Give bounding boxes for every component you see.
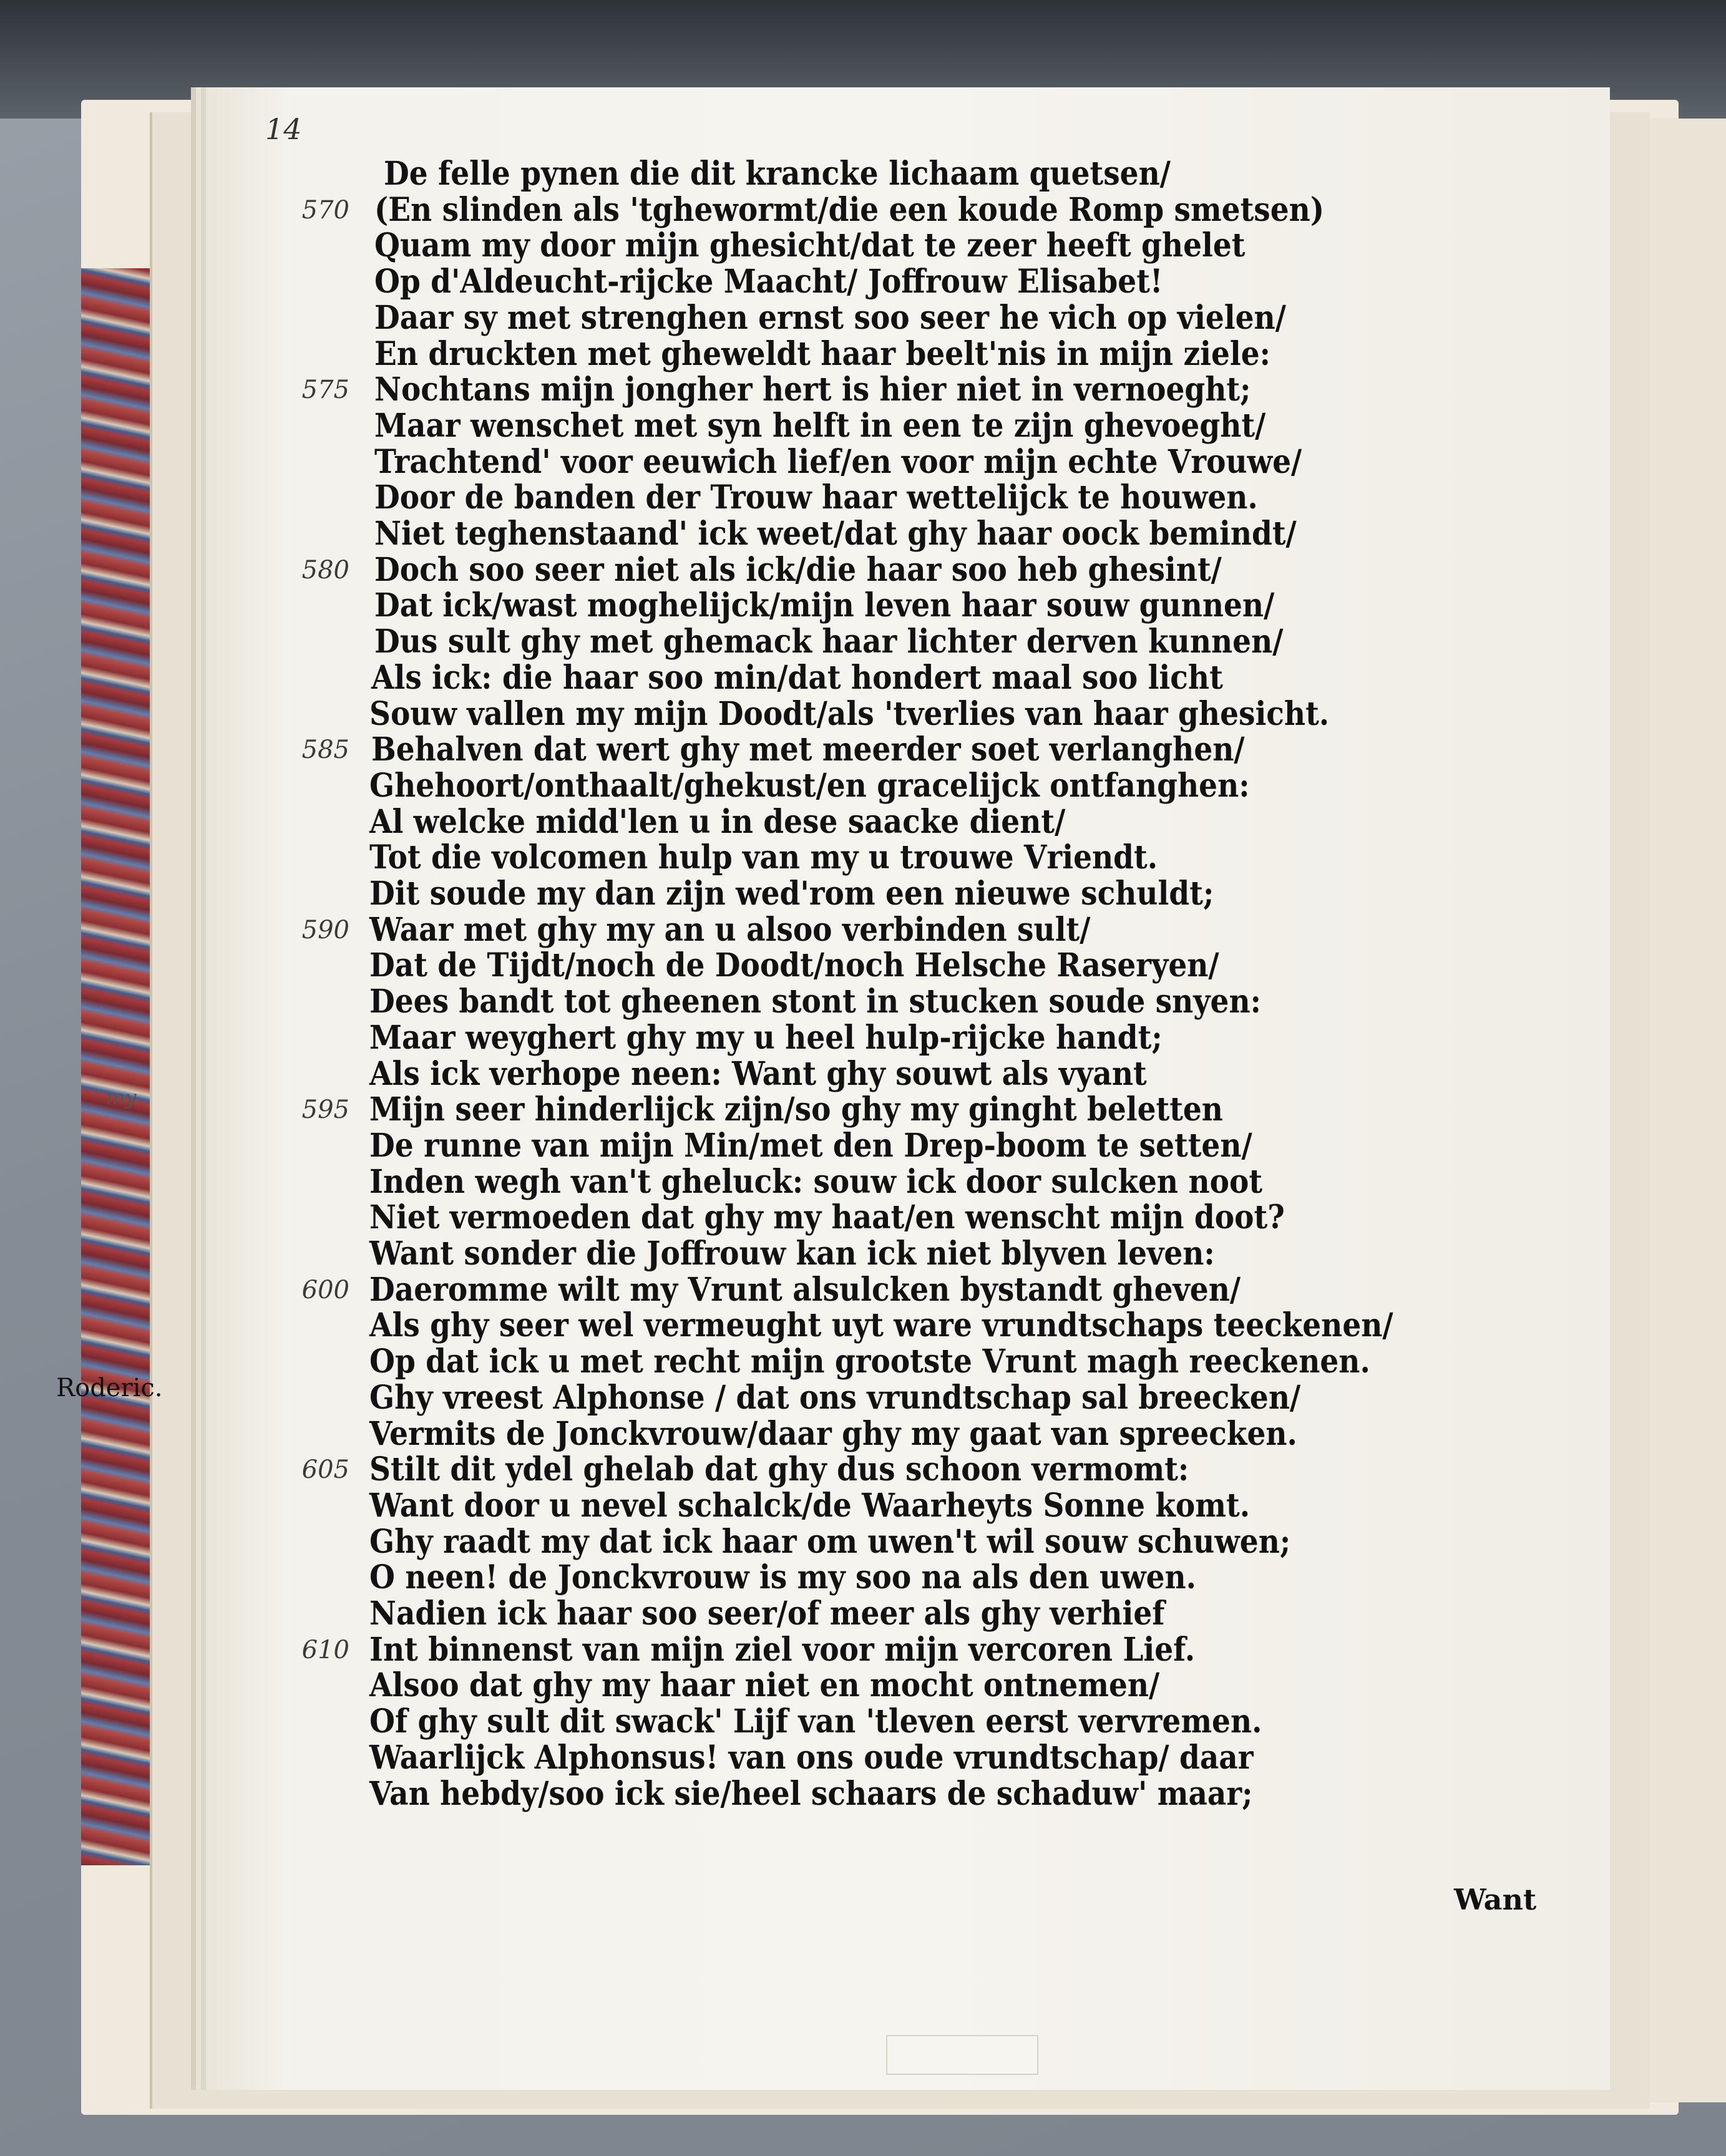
verse-line: Maar wenschet met syn helft in een te zijn ghevoeght/ — [374, 406, 1266, 445]
verse-line: Dat de Tijdt/noch de Doodt/noch Helsche Raseryen/ — [369, 946, 1219, 985]
verse-line: En druckten met gheweldt haar beelt'nis in mijn ziele: — [374, 334, 1271, 373]
verse-line: Dat ick/wast moghelijck/mijn leven haar souw gunnen/ — [374, 586, 1275, 625]
line-number: 595 — [301, 1095, 349, 1125]
verse-line: (En slinden als 'tghewormt/die een koude Romp smetsen) — [374, 190, 1325, 229]
verse-line: Nochtans mijn jongher hert is hier niet in vernoeght; — [374, 370, 1251, 409]
line-number: 570 — [301, 195, 349, 225]
verse-line: Waarlijck Alphonsus! van ons oude vrundtschap/ daar — [369, 1738, 1254, 1777]
verse-line: Ghy vreest Alphonse / dat ons vrundtschap sal breecken/ — [369, 1378, 1301, 1417]
verse-line: Daeromme wilt my Vrunt alsulcken bystandt gheven/ — [369, 1270, 1241, 1309]
verse-line: Op d'Aldeucht-rijcke Maacht/ Joffrouw Elisabet! — [374, 262, 1163, 301]
verse-line: Want door u nevel schalck/de Waarheyts Sonne komt. — [369, 1486, 1251, 1525]
page-tab — [886, 2035, 1038, 2075]
printed-page — [56, 87, 1610, 2090]
verse-line: Maar weyghert ghy my u heel hulp-rijcke handt; — [369, 1018, 1163, 1057]
verse-line: Alsoo dat ghy my haar niet en mocht ontnemen/ — [369, 1666, 1160, 1705]
speaker-label: Roderic. — [56, 1374, 163, 1402]
verse-line: Dees bandt tot gheenen stont in stucken soude snyen: — [369, 982, 1261, 1021]
verse-line: Als ick verhope neen: Want ghy souwt als vyant — [369, 1054, 1147, 1093]
folio-number: 14 — [265, 112, 302, 146]
verse-line: Of ghy sult dit swack' Lijf van 'tleven eerst vervremen. — [369, 1702, 1262, 1741]
line-number: 585 — [301, 736, 349, 765]
verse-line: Op dat ick u met recht mijn grootste Vrunt magh reeckenen. — [369, 1342, 1370, 1381]
verse-line: Van hebdy/soo ick sie/heel schaars de schaduw' maar; — [369, 1774, 1253, 1813]
verse-line: Als ick: die haar soo min/dat hondert maal soo licht — [371, 658, 1223, 697]
line-number: 610 — [301, 1635, 349, 1664]
verse-line: Niet vermoeden dat ghy my haat/en wenscht mijn doot? — [369, 1198, 1285, 1237]
verse-line: Tot die volcomen hulp van my u trouwe Vriendt. — [369, 838, 1158, 877]
verse-line: De felle pynen die dit krancke lichaam quetsen/ — [384, 154, 1171, 193]
verse-line: Nadien ick haar soo seer/of meer als ghy verhief — [369, 1594, 1165, 1633]
line-number: 590 — [301, 915, 349, 944]
verse-line: Dus sult ghy met ghemack haar lichter derven kunnen/ — [374, 622, 1284, 661]
verse-line: Inden wegh van't gheluck: souw ick door sulcken noot — [369, 1162, 1263, 1201]
line-number: 575 — [301, 376, 349, 405]
verse-line: Daar sy met strenghen ernst soo seer he vich op vielen/ — [374, 298, 1286, 337]
verse-line: Quam my door mijn ghesicht/dat te zeer heeft ghelet — [374, 226, 1246, 265]
catchword: Want — [1454, 1883, 1537, 1916]
verse-line: Doch soo seer niet als ick/die haar soo heb ghesint/ — [374, 550, 1222, 589]
verse-line: Souw vallen my mijn Doodt/als 'tverlies van haar ghesicht. — [369, 694, 1330, 733]
verse-line: De runne van mijn Min/met den Drep-boom te setten/ — [369, 1126, 1252, 1165]
marbled-endpaper — [81, 268, 156, 1865]
verse-line: Ghy raadt my dat ick haar om uwen't wil souw schuwen; — [369, 1522, 1291, 1561]
verse-line: Trachtend' voor eeuwich lief/en voor mijn echte Vrouwe/ — [374, 442, 1302, 481]
line-number: 605 — [301, 1455, 349, 1485]
verse-line: Want sonder die Joffrouw kan ick niet blyven leven: — [369, 1234, 1215, 1273]
verse-line: Niet teghenstaand' ick weet/dat ghy haar oock bemindt/ — [374, 514, 1297, 553]
verse-line: Stilt dit ydel ghelab dat ghy dus schoon vermomt: — [369, 1450, 1189, 1489]
verse-line: Vermits de Jonckvrouw/daar ghy my gaat van spreecken. — [369, 1414, 1297, 1453]
verse-line: Behalven dat wert ghy met meerder soet verlanghen/ — [371, 730, 1245, 769]
handwritten-margin-note: my — [106, 1085, 137, 1109]
verse-line: Mijn seer hinderlijck zijn/so ghy my ginght beletten — [369, 1090, 1223, 1129]
verse-line: Ghehoort/onthaalt/ghekust/en gracelijck ontfanghen: — [369, 766, 1250, 805]
verse-line: Int binnenst van mijn ziel voor mijn vercoren Lief. — [369, 1630, 1196, 1669]
verse-line: Dit soude my dan zijn wed'rom een nieuwe schuldt; — [369, 874, 1214, 913]
verse-line: Al welcke midd'len u in dese saacke dient/ — [369, 802, 1066, 841]
verse-line: Als ghy seer wel vermeught uyt ware vrundtschaps teeckenen/ — [369, 1306, 1393, 1345]
line-number: 600 — [301, 1275, 349, 1304]
line-number: 580 — [301, 555, 349, 585]
verse-line: O neen! de Jonckvrouw is my soo na als den uwen. — [369, 1558, 1197, 1597]
verse-line: Door de banden der Trouw haar wettelijck te houwen. — [374, 478, 1258, 517]
verse-line: Waar met ghy my an u alsoo verbinden sult/ — [369, 910, 1091, 949]
